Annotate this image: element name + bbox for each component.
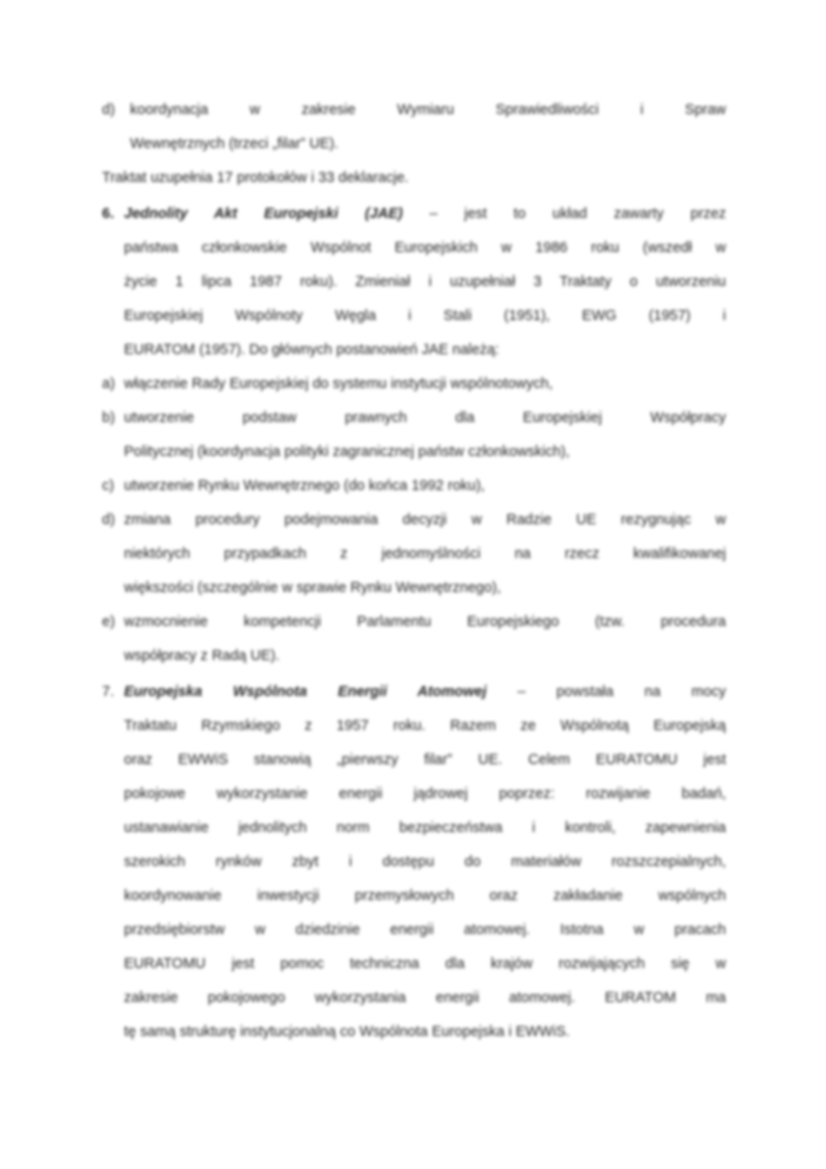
list-marker: d) <box>102 102 115 118</box>
section-number: 7. <box>102 684 115 700</box>
paragraph-line: zakresie pokojowego wykorzystania energii atomowej. EURATOM ma <box>124 990 726 1006</box>
list-marker: a) <box>102 376 115 392</box>
list-item-text: utworzenie podstaw prawnych dla Europejskiej Współpracy <box>124 410 726 426</box>
paragraph-line: szerokich rynków zbyt i dostępu do materiałów rozszczepialnych, <box>124 854 726 870</box>
list-item-text: niektórych przypadkach z jednomyślności na rzecz kwalifikowanej <box>124 546 726 562</box>
paragraph-line: EURATOMU jest pomoc techniczna dla krajów rozwijających się w <box>124 956 726 972</box>
list-item-text: większości (szczególnie w sprawie Rynku Wewnętrznego), <box>124 580 501 596</box>
list-marker: c) <box>102 478 115 494</box>
paragraph-line: przedsiębiorstw w dziedzinie energii atomowej. Istotna w pracach <box>124 922 726 938</box>
section-title: Europejska Wspólnota Energii Atomowej <box>124 684 487 700</box>
paragraph-line: ustanawianie jednolitych norm bezpieczeństwa i kontroli, zapewnienia <box>124 820 726 836</box>
section-heading-line <box>124 204 726 224</box>
section-number: 6. <box>102 206 115 222</box>
list-item-text: Politycznej (koordynacja polityki zagranicznej państw członkowskich), <box>124 444 570 460</box>
section-heading-line <box>124 682 726 702</box>
list-item-text: utworzenie Rynku Wewnętrznego (do końca 1992 roku), <box>124 478 485 494</box>
paragraph-line: Traktatu Rzymskiego z 1957 roku. Razem ze Wspólnotą Europejską <box>124 718 726 734</box>
paragraph-line: pokojowe wykorzystanie energii jądrowej poprzez: rozwijanie badań, <box>124 786 726 802</box>
list-marker: b) <box>102 410 115 426</box>
note-text: Traktat uzupełnia 17 protokołów i 33 deklaracje. <box>102 170 409 186</box>
paragraph-line: życie 1 lipca 1987 roku). Zmieniał i uzupełniał 3 Traktaty o utworzeniu <box>124 274 726 290</box>
list-item-text: koordynacja w zakresie Wymiaru Sprawiedliwości i Spraw <box>130 102 726 118</box>
list-marker: d) <box>102 512 115 528</box>
list-item-text: wzmocnienie kompetencji Parlamentu Europejskiego (tzw. procedura <box>124 614 726 630</box>
list-item-text: Wewnętrznych (trzeci „filar” UE). <box>130 136 339 152</box>
paragraph-line: oraz EWWiS stanowią „pierwszy filar” UE. Celem EURATOMU jest <box>124 752 726 768</box>
section-heading-rest: – powstała na mocy <box>517 684 727 700</box>
section-title: Jednolity Akt Europejski (JAE) <box>124 206 403 222</box>
section-heading-rest: – jest to układ zawarty przez <box>429 206 726 222</box>
list-item-text: współpracy z Radą UE). <box>124 648 280 664</box>
list-item-text: włączenie Rady Europejskiej do systemu instytucji wspólnotowych, <box>124 376 553 392</box>
paragraph-line: tę samą strukturę instytucjonalną co Wspólnota Europejska i EWWiS. <box>124 1024 570 1040</box>
list-marker: e) <box>102 614 115 630</box>
paragraph-line: EURATOM (1957). Do głównych postanowień JAE należą: <box>124 342 500 358</box>
paragraph-line: państwa członkowskie Wspólnot Europejskich w 1986 roku (wszedł w <box>124 240 726 256</box>
list-item-text: zmiana procedury podejmowania decyzji w Radzie UE rezygnując w <box>124 512 726 528</box>
paragraph-line: Europejskiej Wspólnoty Węgla i Stali (1951), EWG (1957) i <box>124 308 726 324</box>
paragraph-line: koordynowanie inwestycji przemysłowych oraz zakładanie wspólnych <box>124 888 726 904</box>
